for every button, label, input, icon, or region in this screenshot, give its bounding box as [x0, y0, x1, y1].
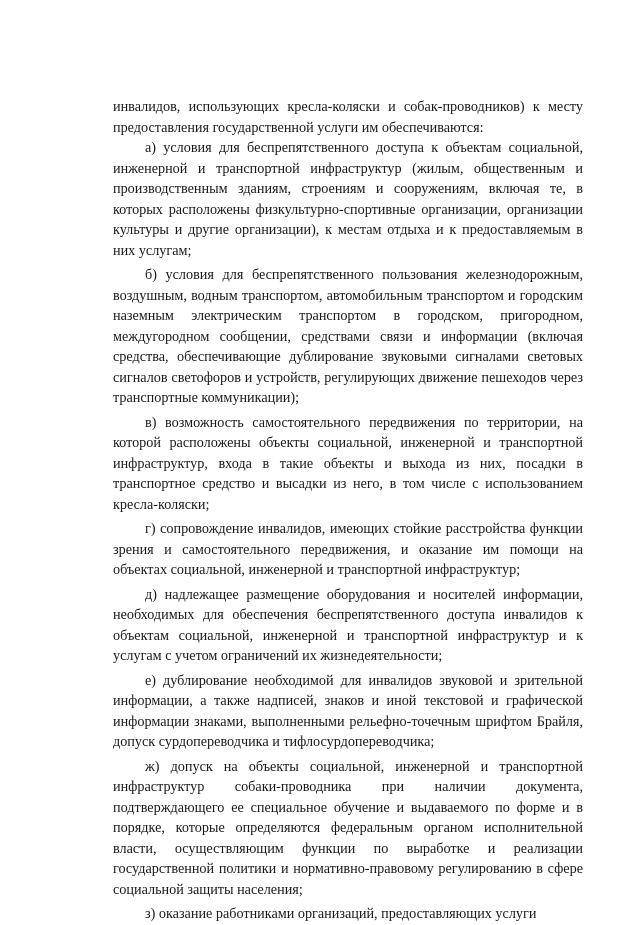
document-body: [113, 97, 583, 925]
paragraph-item-v: в) возможность самостоятельного передвижения по территории, на которой расположены объекты социальной, инженерной и транспортной инфраструктур, входа в такие объекты и выхода из них, посадки в транспортное средство и высадки из него, в том числе с использованием кресла-коляски;: [113, 414, 583, 513]
paragraph-item-z: з) оказание работниками организаций, предоставляющих услуги: [145, 906, 537, 922]
paragraph-item-e: е) дублирование необходимой для инвалидов звуковой и зрительной информации, а также надписей, знаков и иной текстовой и графической информации знаками, выполненными рельефно-точечным шрифтом Брайля, допуск сурдопереводчика и тифлосурдопереводчика;: [113, 672, 583, 750]
paragraph-intro: инвалидов, использующих кресла-коляски и собак-проводников) к месту предоставления государственной услуги им обеспечиваются:: [113, 99, 583, 136]
paragraph-item-a: а) условия для беспрепятственного доступа к объектам социальной, инженерной и транспортной инфраструктур (жилым, общественным и производственным зданиям, строениям и сооружениям, включая те, в которых расположены физкультурно-спортивные организации, организации культуры и другие организации), к местам отдыха и к предоставляемым в них услугам;: [113, 140, 583, 259]
paragraph-item-zh: ж) допуск на объекты социальной, инженерной и транспортной инфраструктур собаки-проводника при наличии документа, подтверждающего ее специальное обучение и выдаваемого по форме и в порядке, которые определяются федеральным органом исполнительной власти, осуществляющим функции по выработке и реализации государственной политики и нормативно-правовому регулированию в сфере социальной защиты населения;: [113, 758, 583, 898]
paragraph-item-b: б) условия для беспрепятственного пользования железнодорожным, воздушным, водным транспортом, автомобильным транспортом и городским наземным электрическим транспортом в городском, пригородном, междугородном сообщении, средствами связи и информации (включая средства, обеспечивающие дублирование звуковыми сигналами световых сигналов светофоров и устройств, регулирующих движение пешеходов через транспортные коммуникации);: [113, 267, 583, 406]
paragraph-item-d: д) надлежащее размещение оборудования и носителей информации, необходимых для обеспечения беспрепятственного доступа инвалидов к объектам социальной, инженерной и транспортной инфраструктур и к услугам с учетом ограничений их жизнедеятельности;: [113, 586, 583, 664]
paragraph-item-g: г) сопровождение инвалидов, имеющих стойкие расстройства функции зрения и самостоятельного передвижения, и оказание им помощи на объектах социальной, инженерной и транспортной инфраструктур;: [113, 521, 583, 578]
